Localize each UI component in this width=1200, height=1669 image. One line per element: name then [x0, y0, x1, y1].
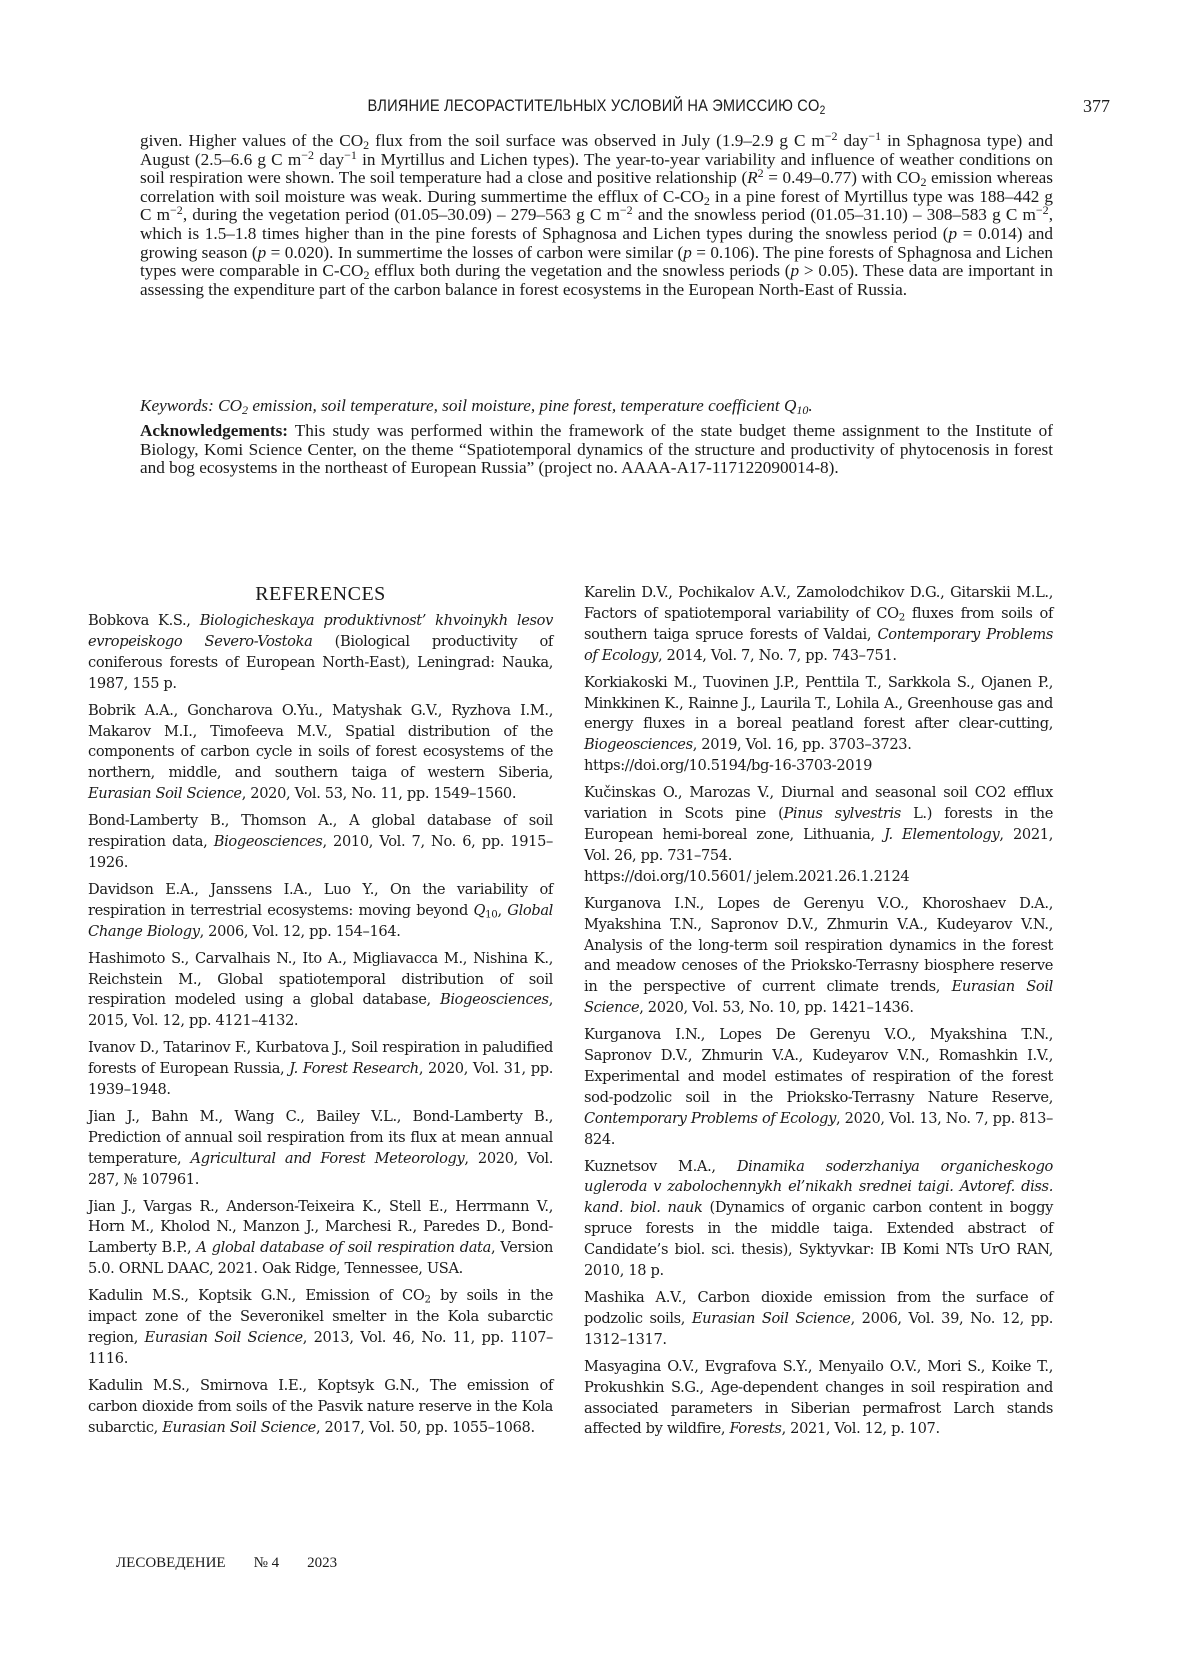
- reference-details: (Biological productivity of coniferous forests of European North-East), Leningrad: Nauka, 1987, 155 p.: [88, 632, 553, 692]
- reference-authors-text: Korkiakoski M., Tuovinen J.P., Penttila T., Sarkkola S., Ojanen P., Minkkinen K., Rainne J., Laurila T., Lohila A., Greenhouse gas and energy fluxes in a boreal peatland forest after clear-cutting,: [584, 673, 1053, 733]
- reference-entry: [584, 673, 1053, 778]
- reference-italic-journal: Global Change Biology: [88, 901, 554, 940]
- running-head-subscript: 2: [819, 102, 826, 117]
- abstract-supscript: −1: [868, 128, 882, 143]
- reference-details: , 2015, Vol. 12, pp. 4121–4132.: [88, 991, 553, 1030]
- reference-doi-link[interactable]: https://doi.org/10.5194/bg-16-3703-2019: [584, 757, 873, 775]
- abstract-text-run: > 0.05). These data are important in assessing the expenditure part of the carbon balance in forest ecosystems in the European North-East of Russia.: [140, 261, 1053, 299]
- keywords-text-b: emission, soil temperature, soil moisture, pine forest, temperature coefficient Q: [248, 396, 797, 415]
- references-left-column: [88, 611, 553, 1445]
- reference-entry: [88, 1286, 553, 1370]
- abstract-supscript: 2: [757, 166, 764, 181]
- reference-details: , 2021, Vol. 12, p. 107.: [781, 1420, 940, 1438]
- abstract-subscript: 2: [703, 193, 710, 208]
- reference-details: , 2020, Vol. 53, No. 11, pp. 1549–1560.: [241, 785, 517, 803]
- reference-italic-title: Contemporary Problems of Ecology: [584, 1109, 837, 1127]
- reference-entry: [88, 1107, 553, 1191]
- abstract-italic-symbol: p: [257, 242, 267, 262]
- reference-subscript: 10: [485, 909, 498, 921]
- reference-entry: [584, 1025, 1053, 1150]
- abstract-text-run: efflux both during the vegetation and the snowless periods (: [369, 261, 791, 281]
- abstract-supscript: −2: [1035, 203, 1049, 218]
- keywords-subscript-a: 2: [242, 403, 249, 417]
- reference-subscript: 2: [424, 1294, 431, 1306]
- abstract-supscript: −2: [170, 203, 183, 218]
- abstract-text-run: day: [837, 131, 869, 150]
- reference-text: by soils in the impact zone of the Severonikel smelter in the Kola subarctic region,: [88, 1287, 553, 1346]
- reference-authors-text: Kadulin M.S., Smirnova I.E., Koptsyk G.N., The emission of carbon dioxide from soils of the Pasvik nature reserve in the Kola subarctic,: [88, 1376, 553, 1436]
- reference-entry: [88, 1197, 553, 1281]
- reference-authors-text: Hashimoto S., Carvalhais N., Ito A., Migliavacca M., Nishina K., Reichstein M., Global spatiotemporal distribution of soil respiration modeled using a global database,: [88, 949, 553, 1009]
- abstract-text-run: = 0.020). In summertime the losses of carbon were similar (: [266, 242, 684, 262]
- abstract-text: [140, 128, 1053, 299]
- reference-entry: [584, 1288, 1053, 1351]
- reference-italic-title: Pinus sylvestris: [783, 805, 901, 823]
- abstract-italic-symbol: p: [790, 261, 800, 281]
- reference-entry: [584, 1357, 1053, 1441]
- reference-authors-text: Karelin D.V., Pochikalov A.V., Zamolodchikov D.G., Gitarskii M.L., Factors of spatiotemporal variability of CO: [584, 584, 1053, 622]
- abstract-text-run: = 0.014) and growing season (: [140, 223, 1053, 262]
- abstract-text-run: and the snowless period (01.05–31.10) – 308–583 g C m: [632, 205, 1036, 225]
- reference-entry: [88, 1376, 553, 1439]
- reference-entry: [584, 1157, 1053, 1282]
- running-head-title: ВЛИЯНИЕ ЛЕСОРАСТИТЕЛЬНЫХ УСЛОВИЙ НА ЭМИССИЮ CO: [367, 96, 820, 115]
- separator: ,: [497, 901, 508, 919]
- reference-authors-text: Bobrik A.A., Goncharova O.Yu., Matyshak G.V., Ryzhova I.M., Makarov M.I., Timofeeva M.V., Spatial distribution of the components of carbon cycle in soils of forest ecosystems of the northern, middle, and southern taiga of western Siberia,: [88, 701, 553, 782]
- reference-details: , 2020, Vol. 31, pp. 1939–1948.: [88, 1060, 553, 1099]
- page-footer: [116, 1555, 365, 1572]
- abstract-subscript: 2: [363, 268, 370, 283]
- abstract-text-run: = 0.106). The pine forests of Sphagnosa and Lichen types were comparable in C-CO: [140, 242, 1053, 281]
- abstract-text-run: in a pine forest of Myrtillus type was 188–442 g C m: [140, 186, 1053, 225]
- abstract-text-run: in Sphagnosa type) and August (2.5–6.6 g C m: [140, 131, 1053, 169]
- reference-italic-title: Eurasian Soil Science: [691, 1309, 851, 1327]
- abstract-supscript: −1: [344, 147, 357, 162]
- reference-italic-title: Eurasian Soil Science: [144, 1329, 303, 1346]
- reference-italic-title: Forests: [729, 1420, 782, 1438]
- acknowledgements: [140, 422, 1053, 478]
- abstract-text-run: flux from the soil surface was observed in July (1.9–2.9 g C m: [369, 131, 825, 150]
- abstract-paragraph: [140, 128, 1053, 299]
- reference-details: , 2014, Vol. 7, No. 7, pp. 743–751.: [657, 646, 897, 664]
- reference-italic-title: Agricultural and Forest Meteorology: [190, 1149, 465, 1167]
- reference-authors-text: Mashika A.V., Carbon dioxide emission from the surface of podzolic soils,: [584, 1289, 1053, 1327]
- abstract-text-run: in Myrtillus and Lichen types). The year-to-year variability and influence of weather conditions on soil respiration were shown. The soil temperature had a close and positive relationship (: [140, 149, 1053, 188]
- keywords-end: .: [808, 396, 813, 415]
- reference-italic-title: Biogeosciences: [213, 833, 323, 851]
- reference-authors-text: Bobkova K.S.,: [88, 612, 200, 629]
- keywords-subscript-b: 10: [796, 403, 809, 417]
- reference-details: , 2006, Vol. 12, pp. 154–164.: [199, 922, 401, 940]
- footer-year: 2023: [307, 1555, 338, 1571]
- running-head: [204, 96, 989, 116]
- abstract-text-run: day: [314, 149, 345, 169]
- acknowledgements-label: Acknowledgements:: [140, 421, 288, 440]
- reference-authors-text: Jian J., Vargas R., Anderson-Teixeira K., Stell E., Herrmann V., Horn M., Kholod N., Manzon J., Marchesi R., Paredes D., Bond-Lamberty B.P.,: [88, 1197, 553, 1257]
- reference-italic-title: Q: [473, 901, 486, 919]
- acknowledgements-text: This study was performed within the framework of the state budget theme assignment to the Institute of Biology, Komi Science Center, on the theme “Spatiotemporal dynamics of the structure and productivity of phytocenosis in forest and bog ecosystems in the northeast of European Russia” (project no. AAAA-A17-117122090014-8).: [140, 421, 1053, 478]
- reference-entry: [88, 949, 553, 1033]
- abstract-italic-symbol: p: [683, 242, 692, 262]
- reference-details: , 2020, Vol. 13, No. 7, pp. 813–824.: [584, 1109, 1053, 1148]
- reference-details: , 2019, Vol. 16, pp. 3703–3723.: [692, 736, 912, 754]
- reference-italic-journal: J. Elementology: [884, 825, 1000, 843]
- abstract-text-run: emission whereas correlation with soil moisture was weak. During summertime the efflux of C-CO: [140, 168, 1053, 206]
- references-heading: REFERENCES: [255, 583, 386, 605]
- reference-authors-text: Masyagina O.V., Evgrafova S.Y., Menyailo O.V., Mori S., Koike T., Prokushkin S.G., Age-dependent changes in soil respiration and associated parameters in Siberian permafrost Larch stands affected by wildfire,: [584, 1357, 1053, 1438]
- reference-entry: [88, 811, 553, 874]
- reference-italic-title: Dinamika soderzhaniya organicheskogo ugleroda v zabolochennykh el’nikakh srednei taigi. Avtoref. diss. kand. biol. nauk: [584, 1157, 1053, 1217]
- reference-text: fluxes from soils of southern taiga spruce forests of Valdai,: [584, 604, 1053, 643]
- reference-entry: [88, 701, 553, 806]
- abstract-italic-symbol: R: [747, 168, 758, 188]
- reference-details: L.) forests in the European hemi-boreal zone, Lithuania,: [584, 805, 1053, 843]
- reference-italic-title: Biologicheskaya produktivnost’ khvoinykh lesov evropeiskogo Severo-Vostoka: [88, 612, 553, 650]
- abstract-text-run: , which is 1.5–1.8 times higher than in the pine forests of Sphagnosa and Lichen types during the snowless period (: [140, 205, 1053, 243]
- abstract-supscript: −2: [301, 147, 315, 162]
- reference-italic-title: Eurasian Soil Science: [584, 978, 1053, 1017]
- abstract-text-run: , during the vegetation period (01.05–30.09) – 279–563 g C m: [182, 205, 620, 225]
- abstract-supscript: −2: [619, 203, 633, 218]
- reference-details: , 2006, Vol. 39, No. 12, pp. 1312–1317.: [584, 1309, 1054, 1348]
- reference-entry: [88, 1038, 553, 1101]
- reference-authors-text: Kurganova I.N., Lopes de Gerenyu V.O., Khoroshaev D.A., Myakshina T.N., Sapronov D.V., Zhmurin V.A., Kudeyarov V.N., Analysis of the long-term soil respiration dynamics in the forest and meadow cenoses of the Prioksko-Terrasny biosphere reserve in the perspective of current climate trends,: [584, 894, 1053, 996]
- keywords: [140, 397, 1053, 416]
- reference-details: , 2013, Vol. 46, No. 11, pp. 1107–1116.: [88, 1329, 553, 1367]
- reference-doi-link[interactable]: https://doi.org/10.5601/ jelem.2021.26.1.2124: [584, 867, 910, 885]
- reference-entry: [88, 880, 553, 943]
- reference-entry: [584, 783, 1053, 888]
- reference-details: , 2021, Vol. 26, pp. 731–754.: [584, 825, 1053, 864]
- abstract-supscript: −2: [824, 128, 838, 143]
- abstract-text-run: given. Higher values of the CO: [140, 131, 364, 150]
- reference-entry: [584, 583, 1053, 667]
- reference-italic-title: Contemporary Problems of Ecology: [584, 625, 1053, 664]
- reference-details: , 2017, Vol. 50, pp. 1055–1068.: [315, 1418, 535, 1436]
- reference-authors-text: Jian J., Bahn M., Wang C., Bailey V.L., Bond-Lamberty B., Prediction of annual soil respiration from its flux at mean annual temperature,: [88, 1107, 553, 1167]
- abstract-text-run: = 0.49–0.77) with CO: [763, 168, 921, 188]
- reference-italic-title: J. Forest Research: [289, 1060, 419, 1078]
- reference-details: (Dynamics of organic carbon content in boggy spruce forests in the middle taiga. Extended abstract of Candidate’s biol. sci. thesis), Syktyvkar: IB Komi NTs UrO RAN, 2010, 18 p.: [584, 1199, 1053, 1280]
- reference-authors-text: Kurganova I.N., Lopes De Gerenyu V.O., Myakshina T.N., Sapronov D.V., Zhmurin V.A., Kudeyarov V.N., Romashkin I.V., Experimental and model estimates of respiration of the forest sod-podzolic soil in the Prioksko-Terrasny Nature Reserve,: [584, 1026, 1053, 1106]
- references-right-column: [584, 583, 1053, 1446]
- reference-italic-title: Biogeosciences: [584, 736, 693, 754]
- reference-authors-text: Davidson E.A., Janssens I.A., Luo Y., On the variability of respiration in terrestrial ecosystems: moving beyond: [88, 880, 553, 919]
- reference-authors-text: Ivanov D., Tatarinov F., Kurbatova J., Soil respiration in paludified forests of European Russia,: [88, 1039, 553, 1078]
- reference-italic-title: Eurasian Soil Science: [162, 1418, 316, 1436]
- reference-details: , 2020, Vol. 287, № 107961.: [88, 1149, 553, 1188]
- reference-authors-text: Bond-Lamberty B., Thomson A., A global database of soil respiration data,: [88, 812, 553, 851]
- keywords-text-a: CO: [218, 396, 243, 415]
- abstract-subscript: 2: [920, 175, 927, 190]
- page-number: 377: [1083, 96, 1110, 116]
- reference-italic-title: Eurasian Soil Science: [88, 785, 242, 803]
- reference-entry: [88, 611, 553, 695]
- reference-authors-text: Kučinskas O., Marozas V., Diurnal and seasonal soil CO2 efflux variation in Scots pine (: [584, 784, 1053, 823]
- reference-details: , 2020, Vol. 53, No. 10, pp. 1421–1436.: [639, 999, 914, 1017]
- abstract-subscript: 2: [363, 138, 370, 152]
- reference-details: , 2010, Vol. 7, No. 6, pp. 1915–1926.: [88, 833, 553, 871]
- reference-entry: [584, 894, 1053, 1019]
- footer-issue: № 4: [253, 1555, 280, 1571]
- abstract-italic-symbol: p: [948, 223, 958, 243]
- reference-italic-title: Biogeosciences: [439, 991, 549, 1009]
- reference-authors-text: Kadulin M.S., Koptsik G.N., Emission of CO: [88, 1287, 425, 1305]
- keywords-label: Keywords:: [140, 396, 219, 415]
- reference-italic-title: A global database of soil respiration data: [196, 1239, 491, 1257]
- reference-subscript: 2: [898, 612, 905, 624]
- footer-journal: ЛЕСОВЕДЕНИЕ: [116, 1555, 226, 1571]
- reference-details: , Version 5.0. ORNL DAAC, 2021. Oak Ridge, Tennessee, USA.: [88, 1239, 553, 1278]
- reference-authors-text: Kuznetsov M.A.,: [584, 1157, 737, 1175]
